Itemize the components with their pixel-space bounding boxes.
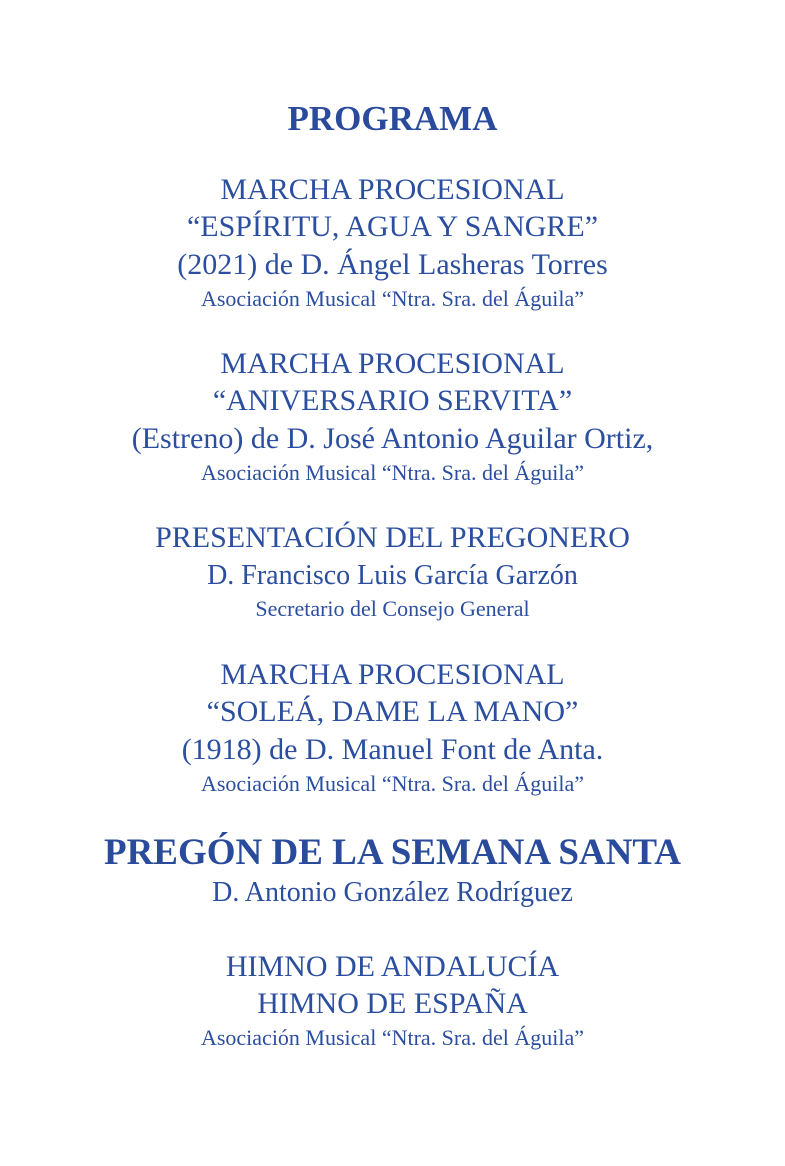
item-1-composer: (2021) de D. Ángel Lasheras Torres [177,248,608,281]
item-2-performer: Asociación Musical “Ntra. Sra. del Águila” [200,460,585,485]
item-4-composer: (1918) de D. Manuel Font de Anta. [181,733,604,766]
item-6-performer: Asociación Musical “Ntra. Sra. del Águila” [200,1025,585,1050]
item-6-anthem-andalucia: HIMNO DE ANDALUCÍA [225,950,560,983]
item-3-heading: PRESENTACIÓN DEL PREGONERO [155,521,630,554]
item-4-heading: MARCHA PROCESIONAL [220,658,565,691]
item-4-piece-title: “SOLEÁ, DAME LA MANO” [206,695,579,728]
item-6-anthem-espana: HIMNO DE ESPAÑA [257,987,528,1020]
item-1-piece-title: “ESPÍRITU, AGUA Y SANGRE” [186,210,599,243]
item-1-performer: Asociación Musical “Ntra. Sra. del Águila” [200,286,585,311]
page-title: PROGRAMA [287,99,498,138]
item-2-piece-title: “ANIVERSARIO SERVITA” [212,384,573,417]
item-3-presenter: D. Francisco Luis García Garzón [207,560,578,591]
pregonero-name: D. Antonio González Rodríguez [212,877,573,908]
item-4-performer: Asociación Musical “Ntra. Sra. del Águila” [200,771,585,796]
pregon-heading: PREGÓN DE LA SEMANA SANTA [103,832,681,873]
item-2-composer: (Estreno) de D. José Antonio Aguilar Ortiz, [131,422,654,455]
item-3-presenter-role: Secretario del Consejo General [255,596,530,621]
item-2-heading: MARCHA PROCESIONAL [220,347,565,380]
item-1-heading: MARCHA PROCESIONAL [220,173,565,206]
